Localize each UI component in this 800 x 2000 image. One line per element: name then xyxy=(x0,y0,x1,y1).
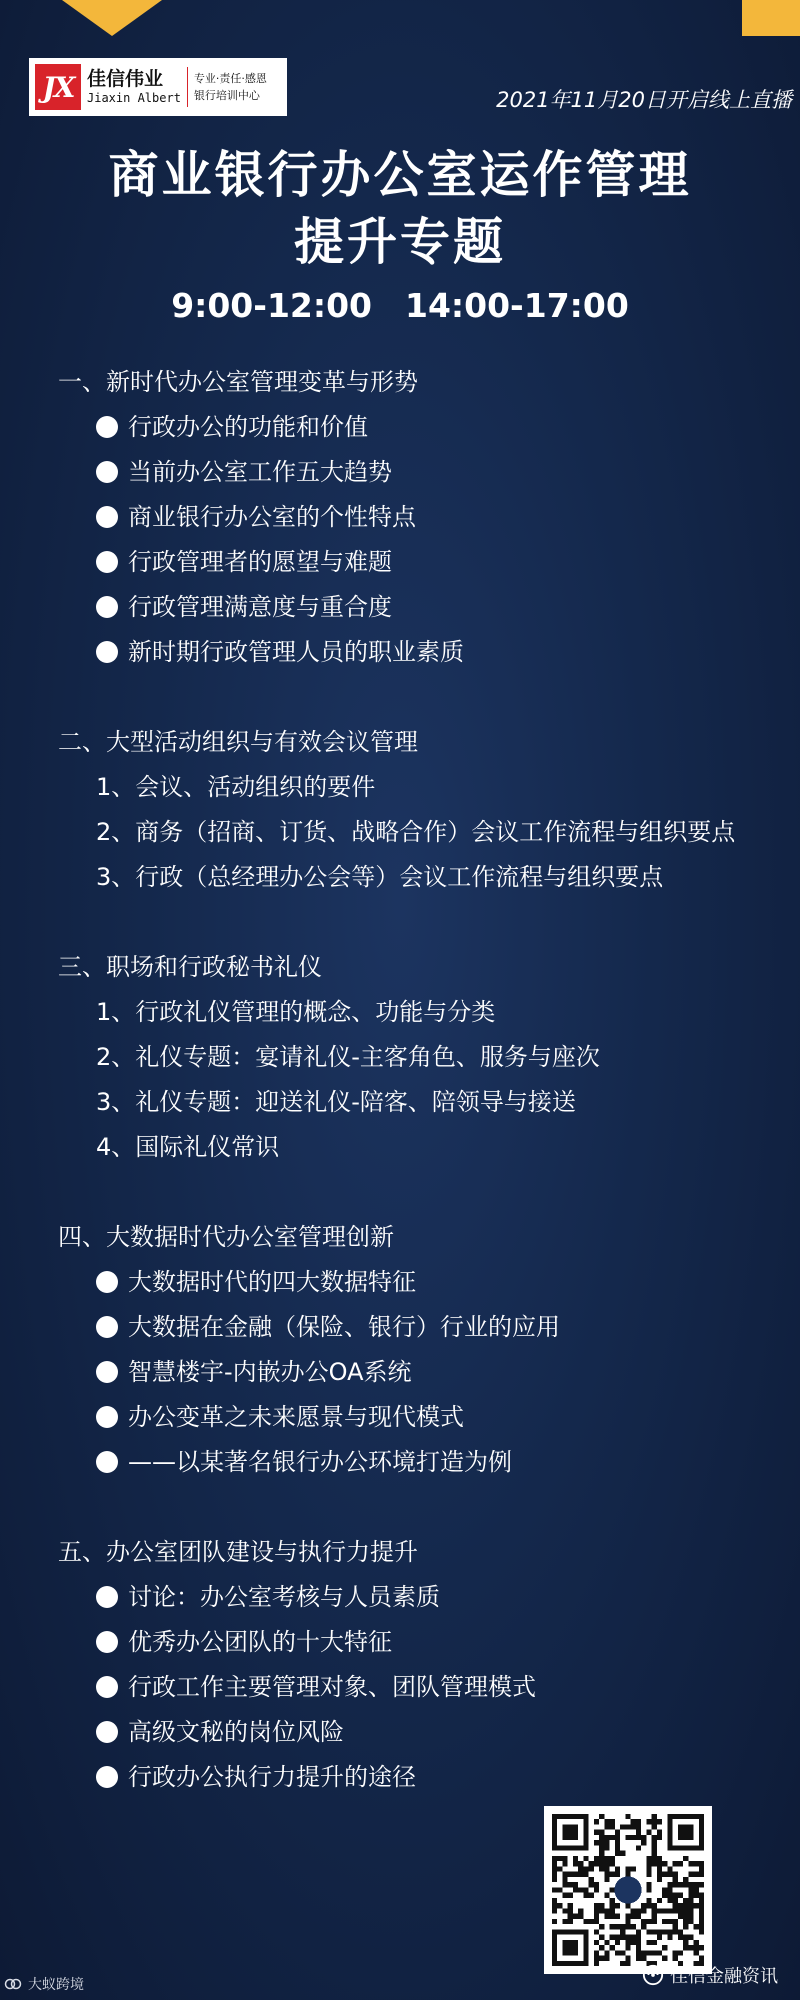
section-title: 四、大数据时代办公室管理创新 xyxy=(58,1223,394,1251)
outline-section xyxy=(58,945,770,1170)
qr-code-icon xyxy=(544,1806,712,1974)
bullet-icon xyxy=(96,1271,118,1293)
outline-section xyxy=(58,1215,770,1485)
watermark-logo-icon xyxy=(4,1975,22,1993)
list-item-text: 新时期行政管理人员的职业素质 xyxy=(128,638,464,666)
section-title: 二、大型活动组织与有效会议管理 xyxy=(58,728,418,756)
list-item xyxy=(58,1305,770,1350)
watermark-left-text: 大蚁跨境 xyxy=(28,1977,84,1993)
list-item-text: 3、礼仪专题：迎送礼仪-陪客、陪领导与接送 xyxy=(96,1088,576,1116)
list-item-text: 讨论：办公室考核与人员素质 xyxy=(128,1583,440,1611)
logo-mark: JX xyxy=(35,64,81,110)
list-item-text: 行政办公的功能和价值 xyxy=(128,413,368,441)
bullet-icon xyxy=(96,551,118,573)
list-item xyxy=(58,495,770,540)
list-item-text: ——以某著名银行办公环境打造为例 xyxy=(128,1448,512,1476)
page-title-line-2: 提升专题 xyxy=(294,213,506,271)
list-item xyxy=(58,1440,770,1485)
logo-name-en: Jiaxin Albert xyxy=(87,91,181,105)
list-item xyxy=(58,585,770,630)
list-item-text: 商业银行办公室的个性特点 xyxy=(128,503,416,531)
list-item xyxy=(58,1035,770,1080)
corner-decoration-left xyxy=(62,0,162,36)
logo-name-cn: 佳信伟业 xyxy=(87,68,164,90)
list-item-text: 3、行政（总经理办公会等）会议工作流程与组织要点 xyxy=(96,863,664,891)
list-item xyxy=(58,1395,770,1440)
list-item-text: 4、国际礼仪常识 xyxy=(96,1133,280,1161)
corner-decoration-right xyxy=(742,0,800,36)
list-item xyxy=(58,1710,770,1755)
list-item-text: 1、行政礼仪管理的概念、功能与分类 xyxy=(96,998,496,1026)
list-item-text: 大数据时代的四大数据特征 xyxy=(128,1268,416,1296)
list-item-text: 行政管理者的愿望与难题 xyxy=(128,548,392,576)
course-outline xyxy=(58,360,770,1845)
outline-section xyxy=(58,1530,770,1800)
bullet-icon xyxy=(96,1406,118,1428)
list-item xyxy=(58,1080,770,1125)
list-item-text: 行政管理满意度与重合度 xyxy=(128,593,392,621)
bullet-icon xyxy=(96,506,118,528)
outline-section xyxy=(58,720,770,900)
list-item-text: 行政工作主要管理对象、团队管理模式 xyxy=(128,1673,536,1701)
logo-tagline-1: 专业·责任·感恩 xyxy=(193,72,267,85)
bullet-icon xyxy=(96,596,118,618)
watermark-left xyxy=(4,1974,84,1994)
qr-code-graphic xyxy=(552,1814,704,1966)
list-item xyxy=(58,990,770,1035)
list-item xyxy=(58,1575,770,1620)
list-item xyxy=(58,1755,770,1800)
list-item xyxy=(58,540,770,585)
list-item xyxy=(58,450,770,495)
logo-taglines xyxy=(194,70,267,104)
page-title-line-1: 商业银行办公室运作管理 xyxy=(108,146,692,204)
section-title: 五、办公室团队建设与执行力提升 xyxy=(58,1538,418,1566)
section-title: 一、新时代办公室管理变革与形势 xyxy=(58,368,418,396)
list-item xyxy=(58,765,770,810)
list-item-text: 高级文秘的岗位风险 xyxy=(128,1718,344,1746)
list-item-text: 行政办公执行力提升的途径 xyxy=(128,1763,416,1791)
list-item xyxy=(58,1665,770,1710)
bullet-icon xyxy=(96,1676,118,1698)
list-item-text: 优秀办公团队的十大特征 xyxy=(128,1628,392,1656)
section-title: 三、职场和行政秘书礼仪 xyxy=(58,953,322,981)
list-item-text: 办公变革之未来愿景与现代模式 xyxy=(128,1403,464,1431)
list-item xyxy=(58,1350,770,1395)
logo-tagline-2: 银行培训中心 xyxy=(193,89,260,102)
list-item xyxy=(58,810,770,855)
watermark-right xyxy=(642,1962,778,1988)
list-item-text: 智慧楼宇-内嵌办公OA系统 xyxy=(128,1358,412,1386)
list-item-text: 当前办公室工作五大趋势 xyxy=(128,458,392,486)
outline-section xyxy=(58,360,770,675)
bullet-icon xyxy=(96,416,118,438)
bullet-icon xyxy=(96,1361,118,1383)
bullet-icon xyxy=(96,1451,118,1473)
list-item-text: 大数据在金融（保险、银行）行业的应用 xyxy=(128,1313,560,1341)
list-item xyxy=(58,405,770,450)
list-item xyxy=(58,1260,770,1305)
bullet-icon xyxy=(96,641,118,663)
wechat-channel-icon xyxy=(642,1964,664,1986)
list-item-text: 1、会议、活动组织的要件 xyxy=(96,773,376,801)
bullet-icon xyxy=(96,1631,118,1653)
logo-divider xyxy=(187,67,188,107)
list-item-text: 2、礼仪专题：宴请礼仪-主客角色、服务与座次 xyxy=(96,1043,600,1071)
list-item xyxy=(58,1620,770,1665)
list-item xyxy=(58,1125,770,1170)
list-item xyxy=(58,855,770,900)
schedule-times: 9:00-12:00 14:00-17:00 xyxy=(171,286,629,325)
list-item xyxy=(58,630,770,675)
brand-logo xyxy=(29,58,287,116)
logo-names xyxy=(87,68,181,106)
bullet-icon xyxy=(96,1586,118,1608)
bullet-icon xyxy=(96,1766,118,1788)
list-item-text: 2、商务（招商、订货、战略合作）会议工作流程与组织要点 xyxy=(96,818,736,846)
watermark-right-text: 佳信金融资讯 xyxy=(670,1966,778,1987)
bullet-icon xyxy=(96,461,118,483)
bullet-icon xyxy=(96,1721,118,1743)
bullet-icon xyxy=(96,1316,118,1338)
live-notice: 2021年11月20日开启线上直播 xyxy=(496,88,792,112)
